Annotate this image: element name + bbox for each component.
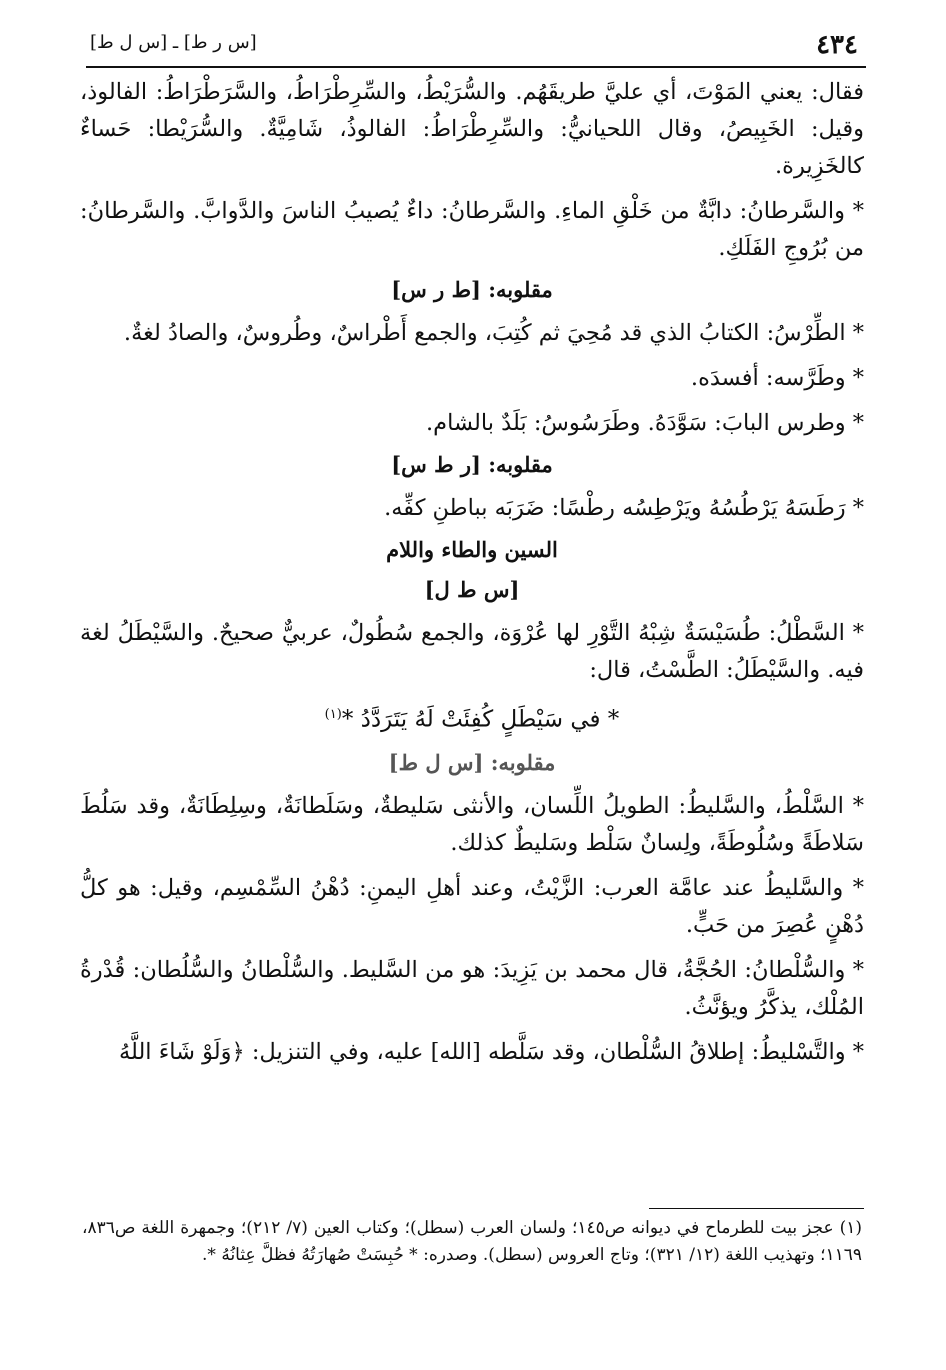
paragraph: * السَّلْطُ، والسَّليطُ: الطويلُ اللِّسان، والأنثى سَليطةٌ، وسَلَطانَةٌ، وسِلِطَانَةٌ، وقد سَلُطَ سَلاطَةً وسُلُوطَةً، ولِسانٌ سَلْط وسَليطٌ كذلك. bbox=[80, 792, 864, 856]
chapter-heading: السين والطاء واللام bbox=[386, 537, 558, 562]
paragraph: * رَطَسَهُ يَرْطُسُهُ ويَرْطِسُه رطْسًا: ضَرَبَه بباطنِ كفِّه. bbox=[384, 495, 864, 521]
section-heading: مقلوبه: [ط ر س] bbox=[391, 277, 553, 302]
paragraph: * والسَّليطُ عند عامَّة العرب: الزَّيْتُ، وعند أهلِ اليمنِ: دُهْنُ السِّمْسِم، وقيل: هو كلُّ دُهْنٍ عُصِرَ من حَبٍّ. bbox=[80, 874, 864, 938]
paragraph: * والتَّسْليطُ: إطلاقُ السُّلْطان، وقد سَلَّطه [الله] عليه، وفي التنزيل: ﴿وَلَوْ شَاءَ اللَّهُ bbox=[118, 1038, 864, 1065]
entry-body bbox=[80, 74, 864, 1079]
paragraph: * وطرس البابَ: سَوَّدَهُ. وطَرَسُوسُ: بَلَدٌ بالشام. bbox=[426, 410, 864, 436]
paragraph: * الطِّرْسُ: الكتابُ الذي قد مُحِيَ ثم كُتِبَ، والجمع أَطْراسٌ، وطُروسٌ، والصادُ لغةٌ. bbox=[123, 320, 864, 346]
footnote-marker: (١) bbox=[324, 707, 342, 722]
paragraph: * والسُّلْطانُ: الحُجَّةُ، قال محمد بن يَزِيدَ: هو من السَّليط. والسُّلْطانُ والسُّلُطان: قُدْرةُ المُلْك، يذكَّرُ ويؤنَّثُ. bbox=[80, 956, 864, 1020]
footnote-rule bbox=[649, 1208, 864, 1209]
footnote: (١) عجز بيت للطرماح في ديوانه ص١٤٥؛ ولسان العرب (سطل)؛ وكتاب العين (٧/ ٢١٢)؛ وجمهرة اللغة ص٨٣٦، ١١٦٩؛ وتهذيب اللغة (١٢/ ٣٢١)؛ وتاج العروس (سطل). وصدره: * حُبِسَتْ صُهارَتُهُ فظلَّ عِثانُهُ *. bbox=[82, 1218, 862, 1265]
section-heading: مقلوبه: [س ل ط] bbox=[388, 749, 556, 775]
paragraph: * وطَرَّسه: أفسدَه. bbox=[690, 365, 864, 391]
section-heading: [س ط ل] bbox=[424, 577, 520, 602]
paragraph: فقال: يعني المَوْتَ، أي عليَّ طريقَهُم. والسُّرَيْطُ، والسِّرِطْرَاطُ، والسَّرَطْرَاطُ: الفالوذ، وقيل: الخَبِيصُ، وقال اللحيانيُّ: والسِّرِطْرَاطُ: الفالوذُ، شَامِيَّةٌ. والسُّرَيْطا: حَساءٌ كالخَزِيرة. bbox=[80, 79, 864, 179]
paragraph: * والسَّرطانُ: دابَّةٌ من خَلْقِ الماءِ. والسَّرطانُ: داءٌ يُصيبُ الناسَ والدَّوابَّ. والسَّرطانُ: من بُرُوجِ الفَلَكِ. bbox=[80, 198, 864, 261]
header-rule bbox=[86, 66, 866, 68]
verse-text: * في سَيْطَلٍ كُفِئَتْ لَهُ يَتَرَدَّدُ * bbox=[341, 706, 620, 733]
verse-line bbox=[80, 697, 864, 738]
section-heading: مقلوبه: [ر ط س] bbox=[391, 452, 553, 477]
paragraph: * السَّطْلُ: طُسَيْسَةٌ شِبْهُ التَّوْرِ لها عُرْوَة، والجمع سُطُولٌ، عربيٌّ صحيحٌ. والسَّيْطَلُ لغة فيه. والسَّيْطَلُ: الطَّسْتُ، قال: bbox=[80, 620, 864, 683]
root-range-header: [س ر ط] ـ [س ل ط] bbox=[90, 32, 257, 53]
page-number: ٤٣٤ bbox=[816, 30, 858, 60]
